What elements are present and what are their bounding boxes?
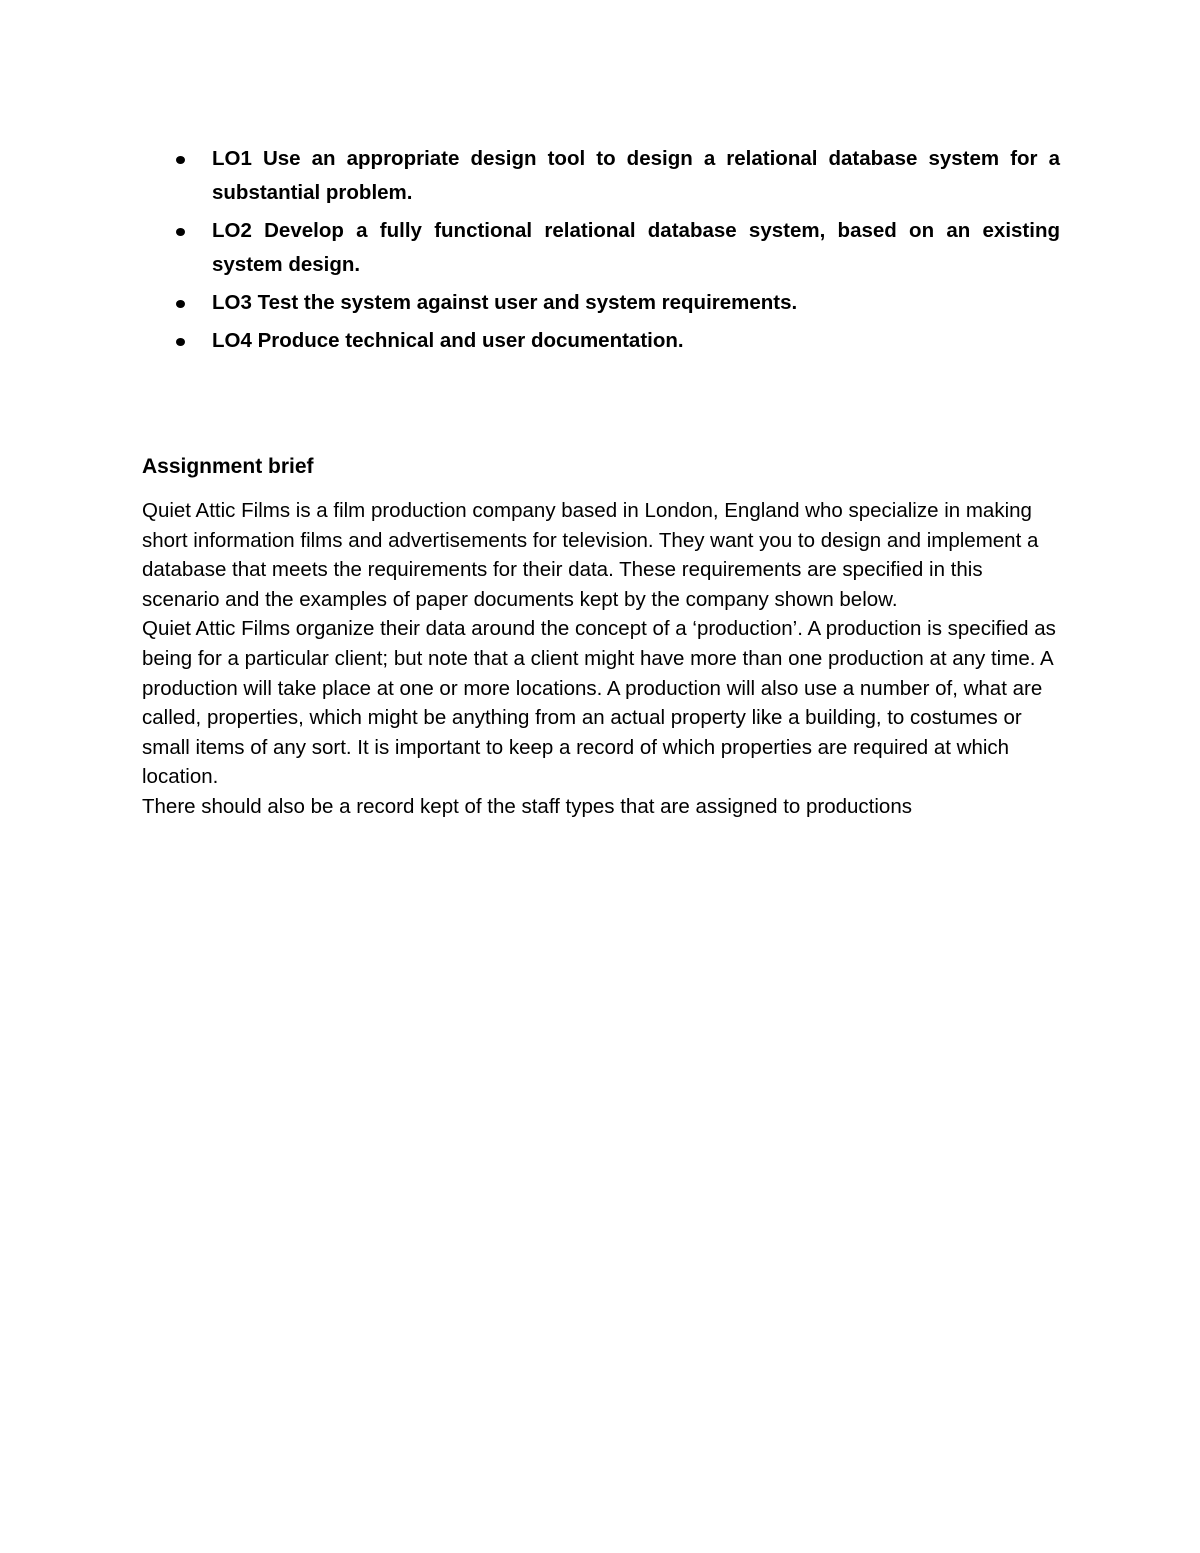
learning-outcome-text: LO2 Develop a fully functional relational database system, based on an existing system design. (212, 219, 1060, 276)
learning-outcome-item (140, 142, 1060, 210)
brief-paragraph-intro: Quiet Attic Films is a film production company based in London, England who specialize in making short information films and advertisements for television. They want you to design and implement a database that meets the requirements for their data. These requirements are specified in this scenario and the examples of paper documents kept by the company shown below. (142, 499, 1039, 611)
learning-outcome-item (140, 214, 1060, 282)
assignment-brief-heading: Assignment brief (142, 455, 314, 478)
assignment-brief-section (142, 452, 1062, 822)
learning-outcome-text: LO1 Use an appropriate design tool to design a relational database system for a substantial problem. (212, 147, 1060, 204)
learning-outcomes-list (140, 142, 1060, 362)
learning-outcome-item (140, 324, 1060, 358)
learning-outcome-text: LO3 Test the system against user and system requirements. (212, 291, 798, 314)
brief-paragraph-production: Quiet Attic Films organize their data around the concept of a ‘production’. A production is specified as being for a particular client; but note that a client might have more than one production at any time. A production will take place at one or more locations. A production will also use a number of, what are called, properties, which might be anything from an actual property like a building, to costumes or small items of any sort. It is important to keep a record of which properties are required at which location. (142, 617, 1056, 789)
bullet-icon (176, 228, 185, 236)
bullet-icon (176, 338, 185, 346)
learning-outcome-item (140, 286, 1060, 320)
bullet-icon (176, 300, 185, 308)
learning-outcome-text: LO4 Produce technical and user documentation. (212, 329, 684, 352)
brief-paragraph-staff: There should also be a record kept of the staff types that are assigned to productions (142, 794, 912, 818)
bullet-icon (176, 156, 185, 164)
